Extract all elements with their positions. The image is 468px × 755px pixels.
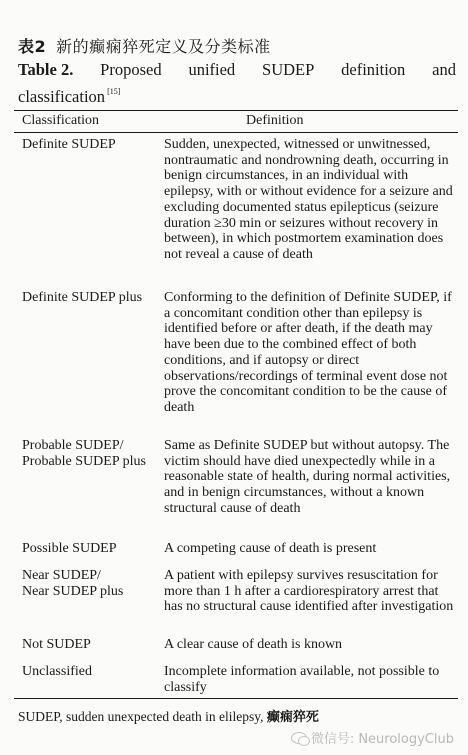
caption-word: Proposed	[100, 60, 162, 79]
column-header-classification: Classification	[22, 113, 99, 128]
row-definition: A competing cause of death is present	[164, 541, 377, 556]
footnote-text-zh: 癫痫猝死	[266, 710, 319, 725]
watermark	[291, 728, 454, 747]
caption-word: definition	[341, 60, 406, 79]
row-classification: Definite SUDEP plus	[22, 290, 143, 305]
caption-word: and	[432, 60, 456, 79]
table-top-rule	[14, 110, 458, 111]
row-classification: Probable SUDEP/ Probable SUDEP plus	[22, 438, 146, 469]
row-definition: A clear cause of death is known	[164, 637, 343, 652]
caption-word: unified	[188, 60, 236, 79]
table-caption-en	[18, 59, 456, 108]
row-classification: Unclassified	[22, 664, 92, 679]
footnote-text: SUDEP, sudden unexpected death in elilepsy,	[18, 709, 267, 724]
row-classification: Possible SUDEP	[22, 541, 117, 556]
wechat-icon	[291, 732, 307, 744]
row-definition: A patient with epilepsy survives resuscitation for more than 1 h after a cardiorespiratory arrest that has no structural cause identified after investigation	[164, 568, 454, 615]
row-definition: Sudden, unexpected, witnessed or unwitnessed, nontraumatic and nondrowning death, occurring in benign circumstances, in an individual with epilepsy, with or without evidence for a seizure and excluding documented status epilepticus (seizure duration ≥30 min or seizures without recovery in between), in which postmortem examination does not reveal a cause of death	[164, 137, 453, 262]
row-classification: Not SUDEP	[22, 637, 91, 652]
table-footnote	[18, 706, 319, 725]
table-label-zh: 表2	[18, 37, 47, 56]
table-title-zh: 新的癫痫猝死定义及分类标准	[56, 37, 271, 56]
caption-word: SUDEP	[262, 60, 315, 79]
row-definition: Conforming to the definition of Definite SUDEP, if a concomitant condition other than epilepsy is identified before or after death, if the death may have been due to the combined effect of both conditions, and if autopsy or direct observations/recordings of terminal event dose not prove the concomitant condition to be the cause of death	[164, 290, 452, 415]
table-label-en: Table 2.	[18, 60, 74, 79]
reference-marker: [15]	[107, 87, 121, 96]
row-classification: Definite SUDEP	[22, 137, 116, 152]
table-header-rule	[14, 132, 458, 133]
watermark-text: 微信号: NeurologyClub	[310, 732, 454, 747]
row-definition: Incomplete information available, not possible to classify	[164, 664, 440, 695]
row-classification: Near SUDEP/ Near SUDEP plus	[22, 568, 124, 599]
caption-word: classification	[18, 87, 106, 106]
table-caption-zh	[18, 34, 271, 57]
column-header-definition: Definition	[246, 113, 304, 128]
table-bottom-rule	[14, 698, 458, 699]
row-definition: Same as Definite SUDEP but without autopsy. The victim should have died unexpectedly while in a reasonable state of health, during normal activities, and in benign circumstances, without a known structural cause of death	[164, 438, 451, 516]
